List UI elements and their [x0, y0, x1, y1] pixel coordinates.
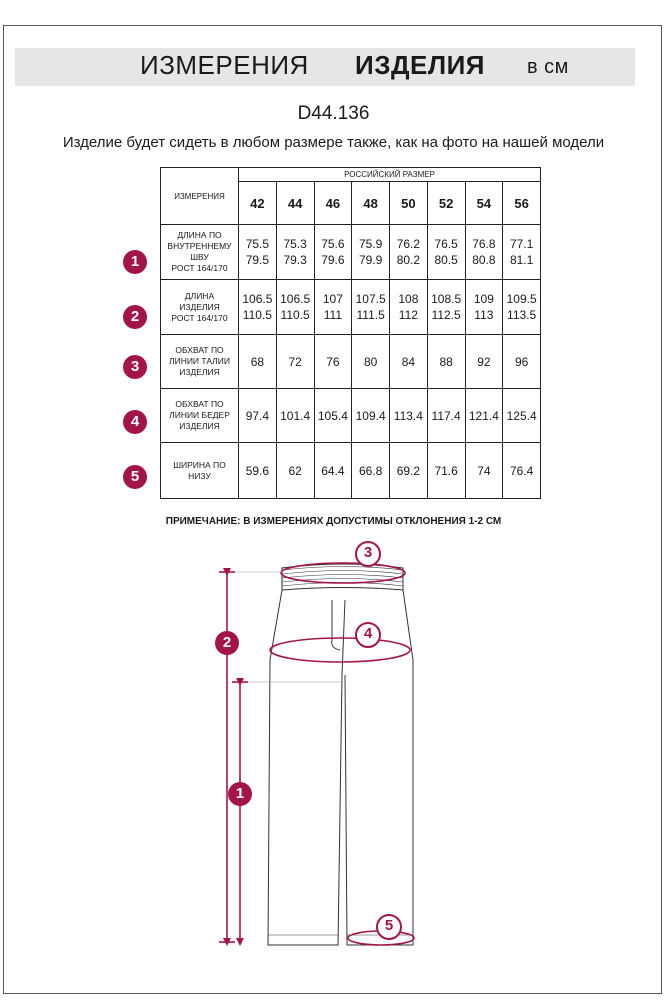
row-number-badge: 4: [123, 410, 147, 434]
value-line: 113: [474, 308, 494, 322]
size-group-header: РОССИЙСКИЙ РАЗМЕР: [239, 168, 541, 182]
row-number-badge: 1: [123, 250, 147, 274]
value-line: 68: [250, 354, 265, 369]
value-line: 113.5: [507, 308, 537, 322]
product-code: D44.136: [297, 103, 370, 124]
value-line: 79.5: [245, 253, 270, 267]
row-label-line: ШВУ: [190, 252, 209, 262]
row-label-line: ЛИНИИ БЕДЕР: [169, 410, 230, 420]
diagram-marker-3: 3: [355, 541, 381, 567]
row-label-line: ОБХВАТ ПО: [175, 345, 224, 355]
value-line: 76.2: [396, 237, 421, 251]
size-header-42: 42: [239, 182, 277, 225]
value-line: 111.5: [356, 308, 385, 322]
value-line: 81.1: [509, 253, 534, 267]
title-bold: ИЗДЕЛИЯ: [355, 50, 485, 80]
value-line: 109.4: [355, 408, 386, 423]
value-line: 117.4: [431, 408, 461, 423]
value-line: 76: [326, 354, 340, 369]
value-line: 125.4: [506, 408, 537, 423]
row-label-line: ВНУТРЕННЕМУ: [167, 241, 232, 251]
value-line: 106.5: [280, 292, 311, 306]
value-line: 77.1: [509, 237, 534, 251]
diagram-marker-2: 2: [215, 631, 239, 655]
value-line: 59.6: [245, 463, 270, 478]
value-line: 76.4: [509, 463, 534, 478]
row-number-badge: 5: [123, 465, 147, 489]
size-header-46: 46: [314, 182, 352, 225]
value-line: 80: [363, 354, 378, 369]
value-line: 79.3: [283, 253, 307, 267]
size-header-54: 54: [465, 182, 503, 225]
row-label-line: ШИРИНА ПО: [173, 459, 226, 470]
value-line: 80.5: [434, 253, 458, 267]
row-label-line: ДЛИНА ПО: [177, 230, 222, 240]
row-label-line: ОБХВАТ ПО: [175, 399, 224, 409]
value-line: 75.9: [358, 237, 383, 251]
value-line: 75.6: [321, 237, 345, 251]
value-line: 75.3: [283, 237, 307, 251]
measure-lines: [219, 563, 414, 945]
value-line: 109: [473, 292, 494, 306]
value-line: 107: [322, 292, 343, 306]
value-line: 88: [439, 354, 453, 369]
value-line: 79.9: [358, 253, 383, 267]
value-line: 107.5: [355, 292, 386, 306]
row-label-line: ДЛИНА: [184, 290, 215, 301]
row-number-badge: 3: [123, 355, 147, 379]
size-header-56: 56: [503, 182, 541, 225]
value-line: 75.5: [245, 237, 270, 251]
value-line: 72: [288, 354, 302, 369]
value-line: 80.2: [396, 253, 421, 267]
row-label-line: ИЗДЕЛИЯ: [179, 367, 220, 377]
value-line: 105.4: [317, 408, 348, 423]
row-label-line: ЛИНИИ ТАЛИИ: [169, 356, 230, 366]
pants-outline: [268, 564, 413, 945]
value-line: 92: [477, 354, 491, 369]
value-line: 113.4: [393, 408, 423, 423]
value-line: 69.2: [396, 463, 421, 478]
value-line: 76.8: [472, 237, 496, 251]
value-line: 112: [398, 308, 418, 322]
diagram-marker-1: 1: [228, 782, 252, 806]
value-line: 112.5: [431, 308, 461, 322]
value-line: 66.8: [358, 463, 383, 478]
measure-header: ИЗМЕРЕНИЯ: [161, 168, 239, 225]
value-line: 108.5: [431, 292, 462, 306]
diagram-marker-4: 4: [355, 622, 381, 648]
note: ПРИМЕЧАНИЕ: В ИЗМЕРЕНИЯХ ДОПУСТИМЫ ОТКЛОНЕНИЯ 1-2 СМ: [165, 516, 502, 527]
subtitle: Изделие будет сидеть в любом размере также, как на фото на нашей модели: [62, 134, 605, 151]
value-line: 79.6: [321, 253, 345, 267]
value-line: 111: [323, 308, 342, 322]
row-label-line: ИЗДЕЛИЯ: [179, 421, 220, 431]
size-header-48: 48: [352, 182, 390, 225]
row-label-line: РОСТ 164/170: [171, 312, 228, 323]
value-line: 80.8: [472, 253, 496, 267]
value-line: 62: [288, 463, 302, 478]
value-line: 97.4: [245, 408, 270, 423]
value-line: 110.5: [280, 308, 310, 322]
size-header-44: 44: [276, 182, 314, 225]
value-line: 106.5: [242, 292, 273, 306]
value-line: 110.5: [242, 308, 272, 322]
title-unit: в см: [527, 56, 569, 78]
value-line: 121.4: [468, 408, 499, 423]
value-line: 71.6: [434, 463, 458, 478]
diagram-marker-5: 5: [376, 914, 402, 940]
value-line: 108: [398, 292, 419, 306]
value-line: 74: [477, 463, 491, 478]
row-label-line: НИЗУ: [188, 470, 211, 481]
value-line: 101.4: [280, 408, 311, 423]
size-header-50: 50: [390, 182, 428, 225]
value-line: 96: [514, 354, 529, 369]
value-line: 64.4: [321, 463, 345, 478]
title-regular: ИЗМЕРЕНИЯ: [140, 50, 309, 80]
row-number-badge: 2: [123, 305, 147, 329]
value-line: 109.5: [506, 292, 537, 306]
row-label-line: ИЗДЕЛИЯ: [179, 301, 220, 312]
size-header-52: 52: [427, 182, 465, 225]
value-line: 76.5: [434, 237, 458, 251]
value-line: 84: [401, 354, 416, 369]
row-label-line: РОСТ 164/170: [171, 263, 228, 273]
